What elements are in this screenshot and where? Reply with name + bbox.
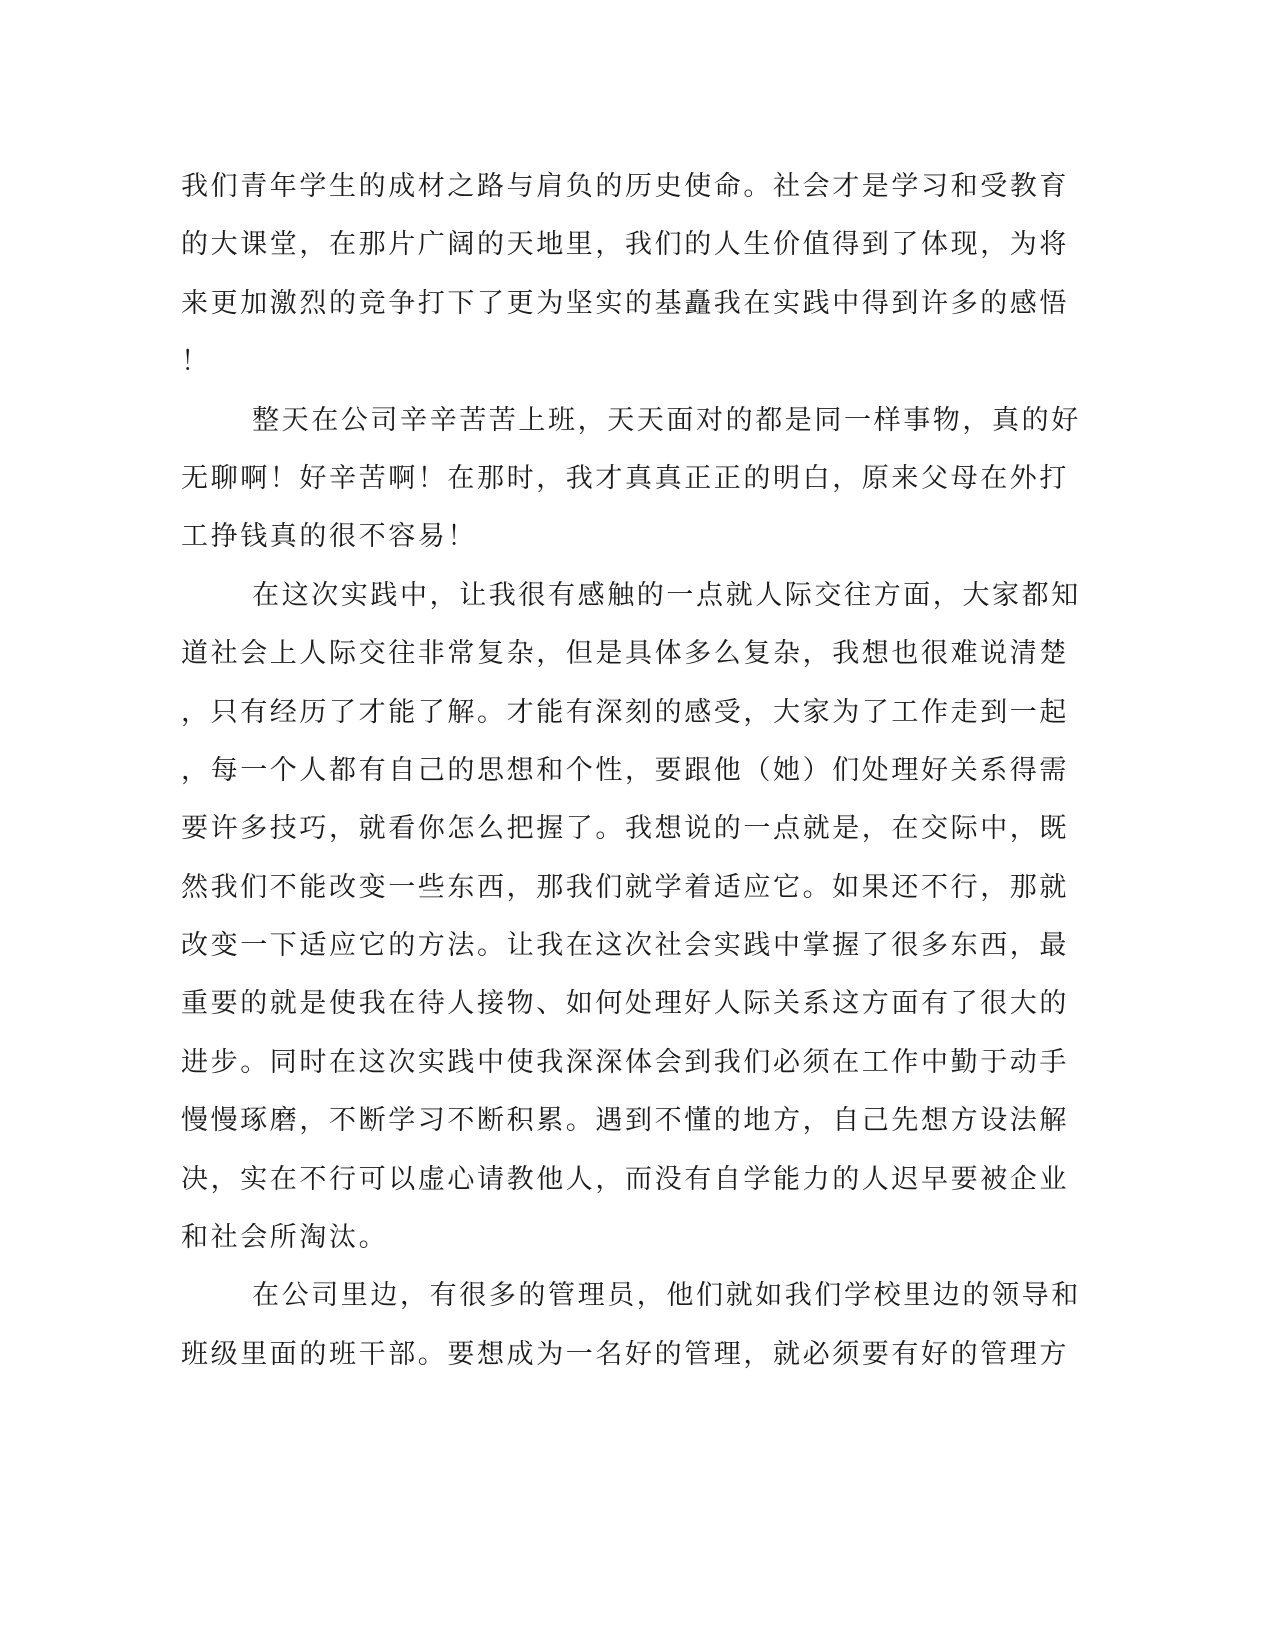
text-line: 重要的就是使我在待人接物、如何处理好人际关系这方面有了很大的 [181, 988, 1069, 1020]
text-line: 我们青年学生的成材之路与肩负的历史使命。社会才是学习和受教育 [181, 171, 1069, 202]
paragraph-start-line: 在这次实践中，让我很有感触的一点就人际交往方面，大家都知 [252, 579, 1081, 611]
paragraph-start-line: 整天在公司辛辛苦苦上班，天天面对的都是同一样事物，真的好 [252, 404, 1081, 436]
text-line: 进步。同时在这次实践中使我深深体会到我们必须在工作中勤于动手 [181, 1046, 1069, 1078]
text-line: 班级里面的班干部。要想成为一名好的管理，就必须要有好的管理方 [181, 1338, 1069, 1370]
text-line: 道社会上人际交往非常复杂，但是具体多么复杂，我想也很难说清楚 [181, 638, 1069, 670]
text-line: 和社会所淘汰。 [181, 1222, 389, 1254]
text-line: ！ [181, 346, 211, 378]
text-line: 工挣钱真的很不容易！ [181, 521, 477, 553]
text-line: 来更加激烈的竞争打下了更为坚实的基矗我在实践中得到许多的感悟 [181, 287, 1069, 319]
text-line: 无聊啊！好辛苦啊！在那时，我才真真正正的明白，原来父母在外打 [181, 462, 1069, 494]
text-line: 慢慢琢磨，不断学习不断积累。遇到不懂的地方，自己先想方设法解 [181, 1105, 1069, 1137]
text-line: 然我们不能改变一些东西，那我们就学着适应它。如果还不行，那就 [181, 871, 1069, 903]
text-line: 要许多技巧，就看你怎么把握了。我想说的一点就是，在交际中，既 [181, 813, 1069, 845]
text-line: ，只有经历了才能了解。才能有深刻的感受，大家为了工作走到一起 [181, 696, 1069, 728]
text-line: 决，实在不行可以虚心请教他人，而没有自学能力的人迟早要被企业 [181, 1163, 1069, 1195]
text-line: ，每一个人都有自己的思想和个性，要跟他（她）们处理好关系得需 [181, 754, 1069, 786]
text-line: 的大课堂，在那片广阔的天地里，我们的人生价值得到了体现，为将 [181, 229, 1069, 261]
body-text [181, 158, 1081, 1384]
paragraph-start-line: 在公司里边，有很多的管理员，他们就如我们学校里边的领导和 [252, 1280, 1081, 1312]
text-line: 改变一下适应它的方法。让我在这次社会实践中掌握了很多东西，最 [181, 930, 1069, 962]
